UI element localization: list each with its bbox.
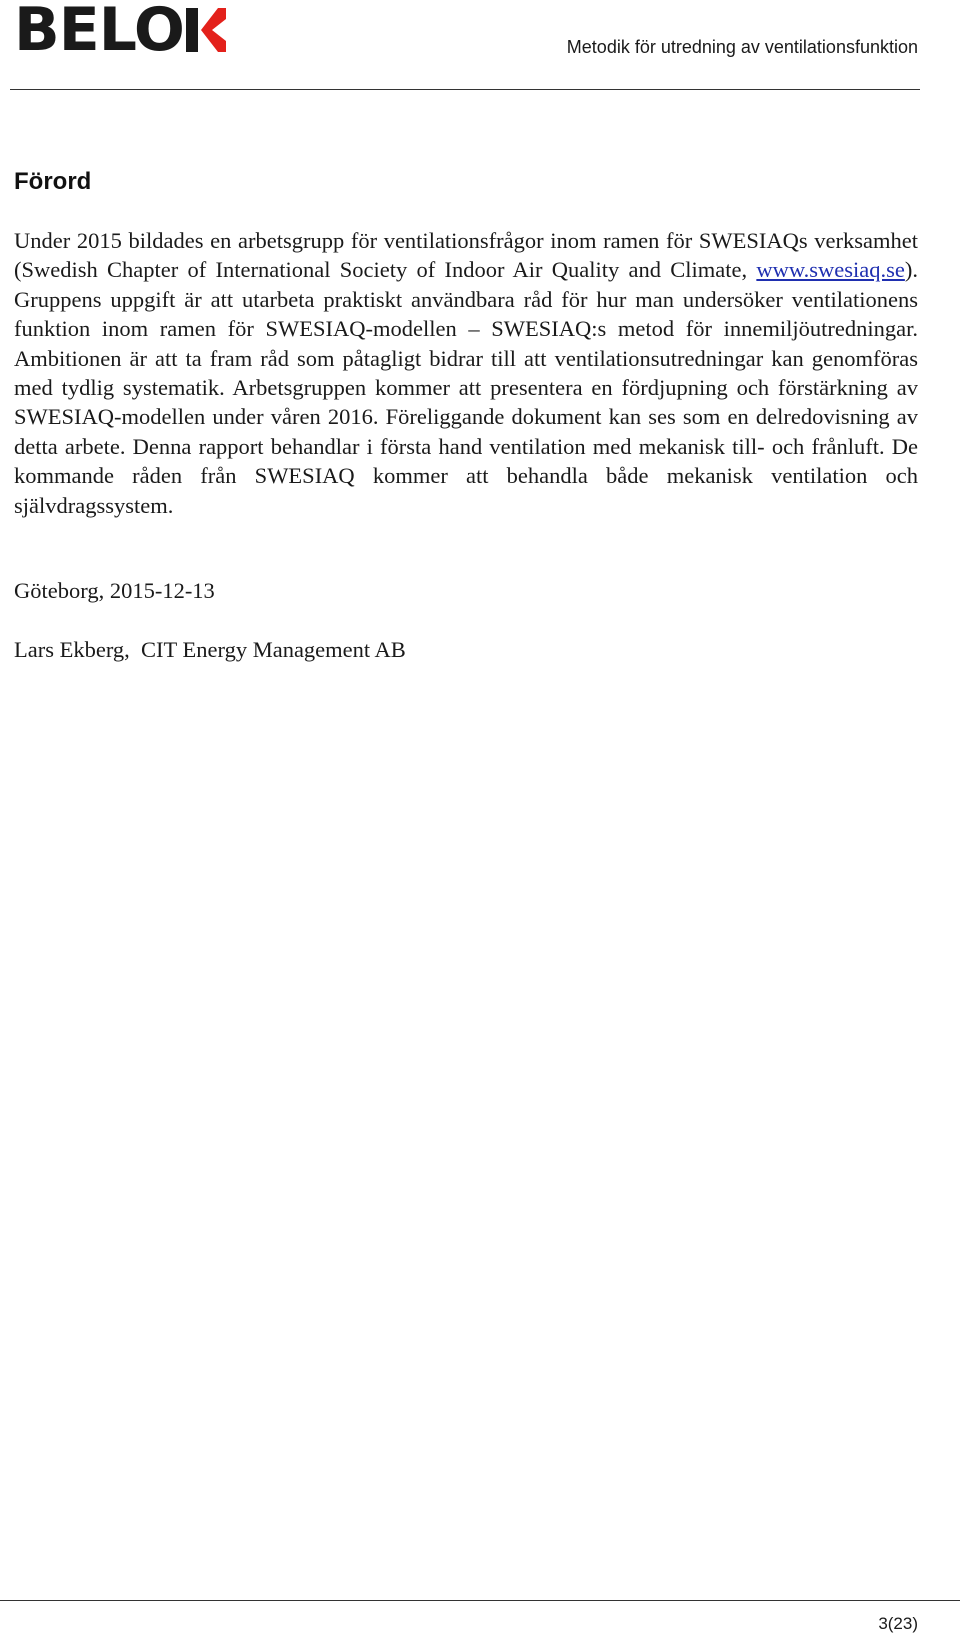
paragraph-text-end: ). Gruppens uppgift är att utarbeta praktiskt användbara råd för hur man undersöker ventilationens funktion inom ramen för SWESIAQ-modellen – SWESIAQ:s metod för innemiljöutredningar. Ambitionen är att ta fram råd som påtagligt bidrar till att ventilationsutredningar kan genomföras med tydlig systematik. Arbetsgruppen kommer att presentera en fördjupning och förstärkning av SWESIAQ-modellen under våren 2016. Föreliggande dokument kan ses som en delredovisning av detta arbete. Denna rapport behandlar i första hand ventilation med mekanisk till- och frånluft. De kommande råden från SWESIAQ kommer att behandla både mekanisk ventilation och självdragssystem. [14, 257, 918, 518]
page-number: 3(23) [878, 1614, 918, 1633]
foreword-paragraph [14, 226, 918, 520]
author-signature: Lars Ekberg, CIT Energy Management AB [14, 637, 406, 662]
paragraph-text-start: Under 2015 bildades en arbetsgrupp för ventilationsfrågor inom ramen för SWESIAQs verksamhet (Swedish Chapter of International Society of Indoor Air Quality and Climate, [14, 228, 918, 283]
logo-wordmark: BELO [14, 0, 184, 65]
company-logo [14, 0, 226, 65]
place-and-date: Göteborg, 2015-12-13 [14, 578, 215, 603]
footer-divider [0, 1600, 960, 1601]
document-title: Metodik för utredning av ventilationsfunktion [566, 37, 918, 57]
header-divider [10, 89, 920, 90]
swesiaq-link[interactable]: www.swesiaq.se [756, 257, 905, 283]
section-heading: Förord [14, 168, 92, 195]
logo-k-mark-icon [186, 5, 226, 55]
